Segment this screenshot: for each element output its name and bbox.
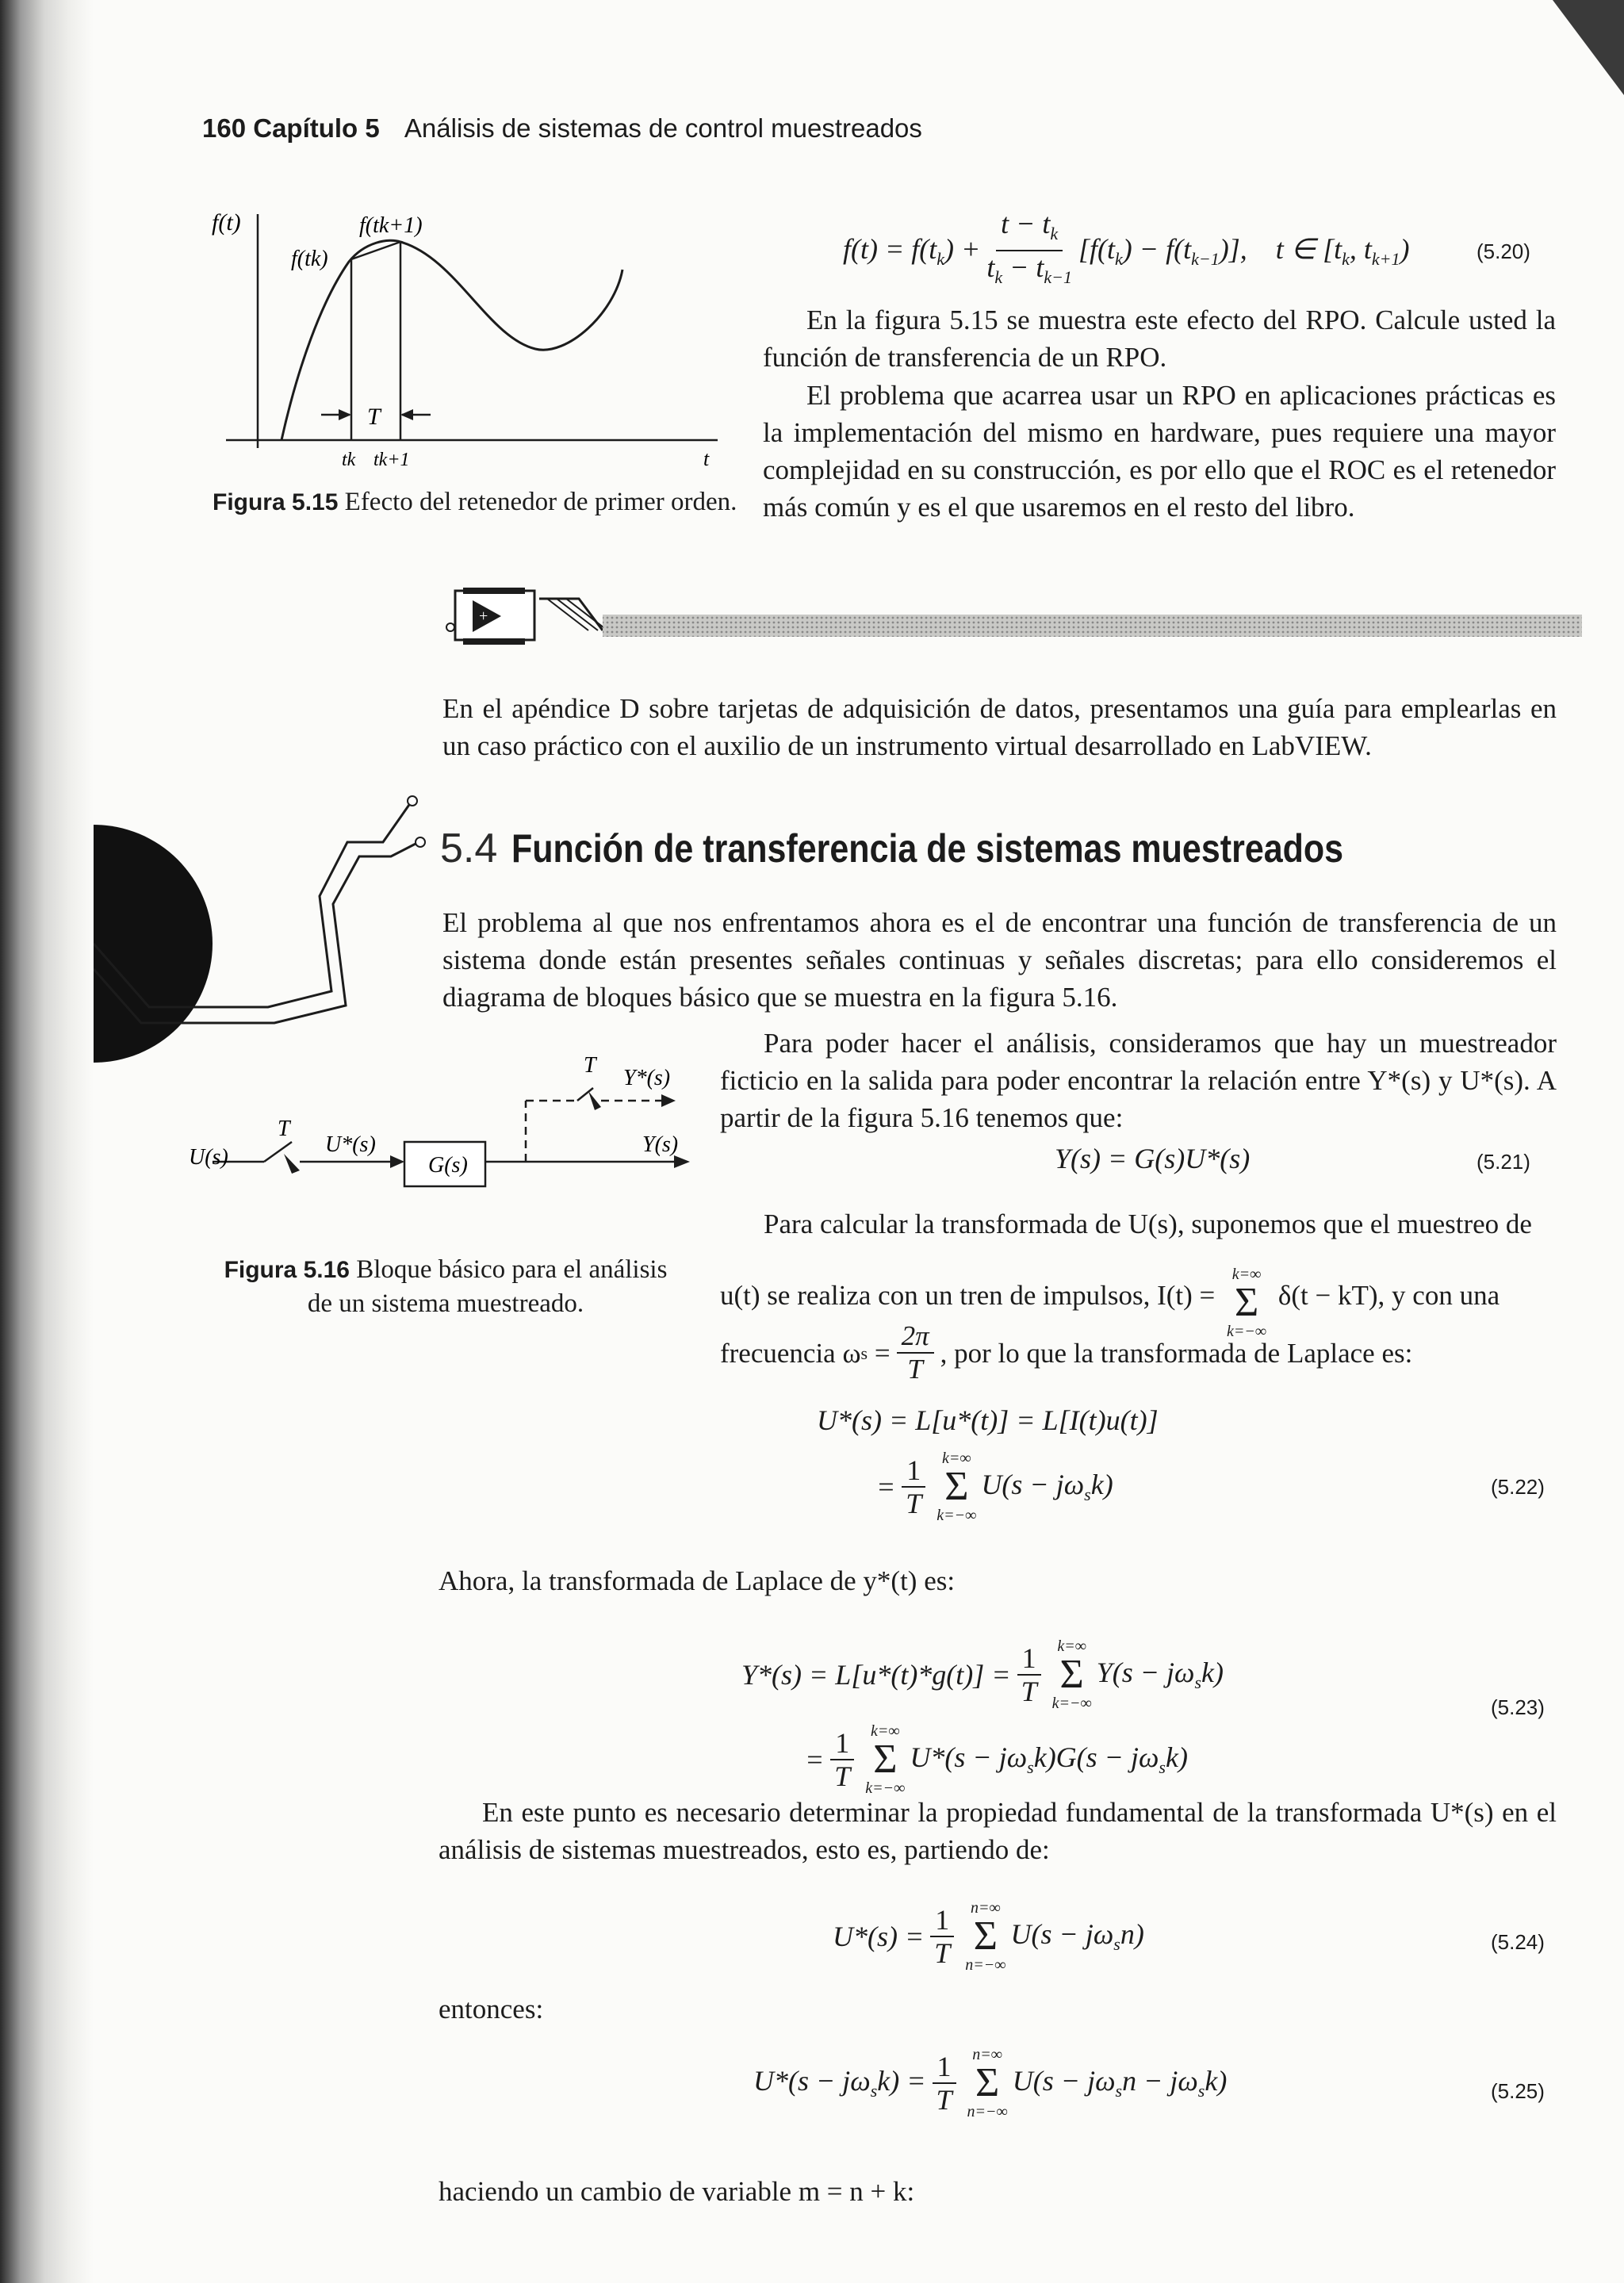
label-T: T xyxy=(367,404,381,430)
transform-text-d: por lo que la transformada de Laplace es: xyxy=(954,1337,1413,1369)
paragraph-transform-line1: Para calcular la transformada de U(s), suponemos que el muestreo de xyxy=(764,1209,1532,1239)
connector-top xyxy=(463,588,525,594)
paragraph-transform-line3: frecuencia ω s = $\frac{2\pi}{T}$ , por lo que la transformada de Laplace es: xyxy=(720,1320,1413,1385)
label-ftk: f(tk) xyxy=(291,247,328,271)
paragraph-analysis: Para poder hacer el análisis, consideramos que hay un muestreador ficticio en la salida para poder encontrar la relación entre Y*(s) y U*(s). A partir de la figura 5.16 tenemos que: xyxy=(720,1028,1557,1133)
chapter-label: Capítulo 5 xyxy=(253,113,380,143)
section-decoration xyxy=(94,793,442,1078)
paragraph-ahora: Ahora, la transformada de Laplace de y*(t) es: xyxy=(439,1565,956,1596)
eq-number-5-21: (5.21) xyxy=(1477,1150,1530,1174)
eq-number-5-22: (5.22) xyxy=(1491,1475,1545,1499)
chapter-title: Análisis de sistemas de control muestreados xyxy=(404,113,922,143)
paragraph-intro: El problema al que nos enfrentamos ahora es el de encontrar una función de transferencia de un sistema donde están presentes señales continuas y señales discretas; para ello consideremos el diagrama de bloques básico que se muestra en la figura 5.16. xyxy=(442,907,1557,1013)
transform-text-b: δ(t − kT), y con una xyxy=(1277,1280,1500,1312)
equation-5-24: U*(s) = $\frac{1}{T}$ n=∞ Σ n=−∞ $U(s - j\omega_sn)$ xyxy=(833,1899,1144,1974)
figure-label: Figura 5.16 xyxy=(224,1257,350,1283)
running-header xyxy=(202,113,922,144)
page-corner-shadow xyxy=(1553,0,1624,95)
figure-5-15 xyxy=(202,210,726,472)
paragraph-entonces: entonces: xyxy=(439,1994,544,2024)
equation-5-25: $U*(s - j\omega_sk)$ = $\frac{1}{T}$ n=∞ Σ n=−∞ $U(s - j\omega_sn - j\omega_sk)$ xyxy=(753,2046,1228,2120)
label-tk: tk xyxy=(342,450,356,470)
label-Us: U(s) xyxy=(189,1145,228,1170)
dark-half-disc xyxy=(94,825,213,1063)
paragraph-propiedad: En este punto es necesario determinar la propiedad fundamental de la transformada U*(s) en el análisis de sistemas muestreados, esto es, partiendo de: xyxy=(439,1797,1557,1865)
equation-5-22-line1: U*(s) = L[u*(t)] = L[I(t)u(t)] xyxy=(817,1404,1159,1436)
label-Ustar: U*(s) xyxy=(325,1132,376,1157)
sampler-arrow xyxy=(284,1154,300,1174)
section-title: Función de transferencia de sistemas muestreados xyxy=(511,826,1344,871)
section-number: 5.4 xyxy=(440,825,498,871)
caption-line-2: de un sistema muestreado. xyxy=(307,1289,584,1318)
paragraph-rpo: El problema que acarrea usar un RPO en aplicaciones prácticas es la implementación del mismo en hardware, pues requiere una mayor complejidad en su construcción, es por ello que el ROC es el retenedor más común y es el que usaremos en el resto del libro. xyxy=(763,380,1556,523)
equation-5-23-line2: = $\frac{1}{T}$ k=∞ Σ k=−∞ $U*(s - j\omega_sk)G(s - j\omega_sk)$ xyxy=(805,1722,1188,1797)
paragraph-fig515: En la figura 5.15 se muestra este efecto del RPO. Calcule usted la función de transferencia de un RPO. xyxy=(763,305,1556,373)
label-T2: T xyxy=(584,1053,596,1078)
sum-operator: k=∞ Σ k=−∞ xyxy=(1227,1266,1267,1340)
label-Ys: Y(s) xyxy=(642,1132,679,1157)
eq-number-5-24: (5.24) xyxy=(1491,1930,1545,1954)
eq-number-5-23: (5.23) xyxy=(1491,1695,1545,1719)
function-curve xyxy=(282,240,622,440)
paragraph-labview: En el apéndice D sobre tarjetas de adquisición de datos, presentamos una guía para emplearlas en un caso práctico con el auxilio de un instrumento virtual desarrollado en LabVIEW. xyxy=(442,693,1557,761)
eq-number-5-20: (5.20) xyxy=(1477,239,1530,263)
section-heading xyxy=(440,825,1479,872)
t-arrowhead-left xyxy=(339,409,351,420)
svg-text:+: + xyxy=(479,607,488,625)
figure-5-16-caption xyxy=(224,1253,668,1320)
figure-label: Figura 5.15 xyxy=(213,489,339,515)
equation-5-20: $f(t) = f(t_k)$ + $\frac{t - t_k}{t_k - t_{k-1}}$ $[f(t_k) - f(t_{k-1})]$, t ∈ [$t_k$, $t_{k+1}$) xyxy=(843,208,1410,288)
caption-text: Efecto del retenedor de primer orden. xyxy=(344,488,737,516)
label-Gs: G(s) xyxy=(428,1153,468,1178)
page-number: 160 xyxy=(202,113,247,143)
equation-5-22-line2: = $\frac{1}{T}$ k=∞ Σ k=−∞ $U(s - j\omega_sk)$ xyxy=(876,1450,1113,1524)
eq-523-lhs: Y*(s) = L[u*(t)*g(t)] = xyxy=(741,1659,1011,1691)
figure-5-15-caption xyxy=(213,485,737,519)
label-T: T xyxy=(278,1117,290,1141)
note-band xyxy=(603,615,1582,637)
eq-number-5-25: (5.25) xyxy=(1491,2079,1545,2103)
label-Ystar: Y*(s) xyxy=(623,1066,671,1090)
transform-text-a: u(t) se realiza con un tren de impulsos, I(t) = xyxy=(720,1280,1216,1312)
transform-text-c: frecuencia ω xyxy=(720,1337,861,1369)
caption-line-1: Bloque básico para el análisis xyxy=(356,1255,668,1284)
t-arrowhead-right xyxy=(400,409,413,420)
label-t: t xyxy=(703,447,710,470)
label-ftk1: f(tk+1) xyxy=(359,213,423,238)
equation-5-21: Y(s) = G(s)U*(s) xyxy=(1055,1143,1251,1174)
scan-edge-shadow xyxy=(0,0,94,2283)
label-tk1: tk+1 xyxy=(373,450,410,470)
equation-5-23-line1: Y*(s) = L[u*(t)*g(t)] = $\frac{1}{T}$ k=∞ Σ k=−∞ $Y(s - j\omega_sk)$ xyxy=(741,1638,1224,1712)
labview-note-icon xyxy=(444,583,1586,654)
connector-bottom xyxy=(463,638,525,645)
figure-5-16 xyxy=(189,1039,696,1237)
paragraph-cambio: haciendo un cambio de variable m = n + k: xyxy=(439,2176,915,2207)
label-ft: f(t) xyxy=(212,210,241,236)
